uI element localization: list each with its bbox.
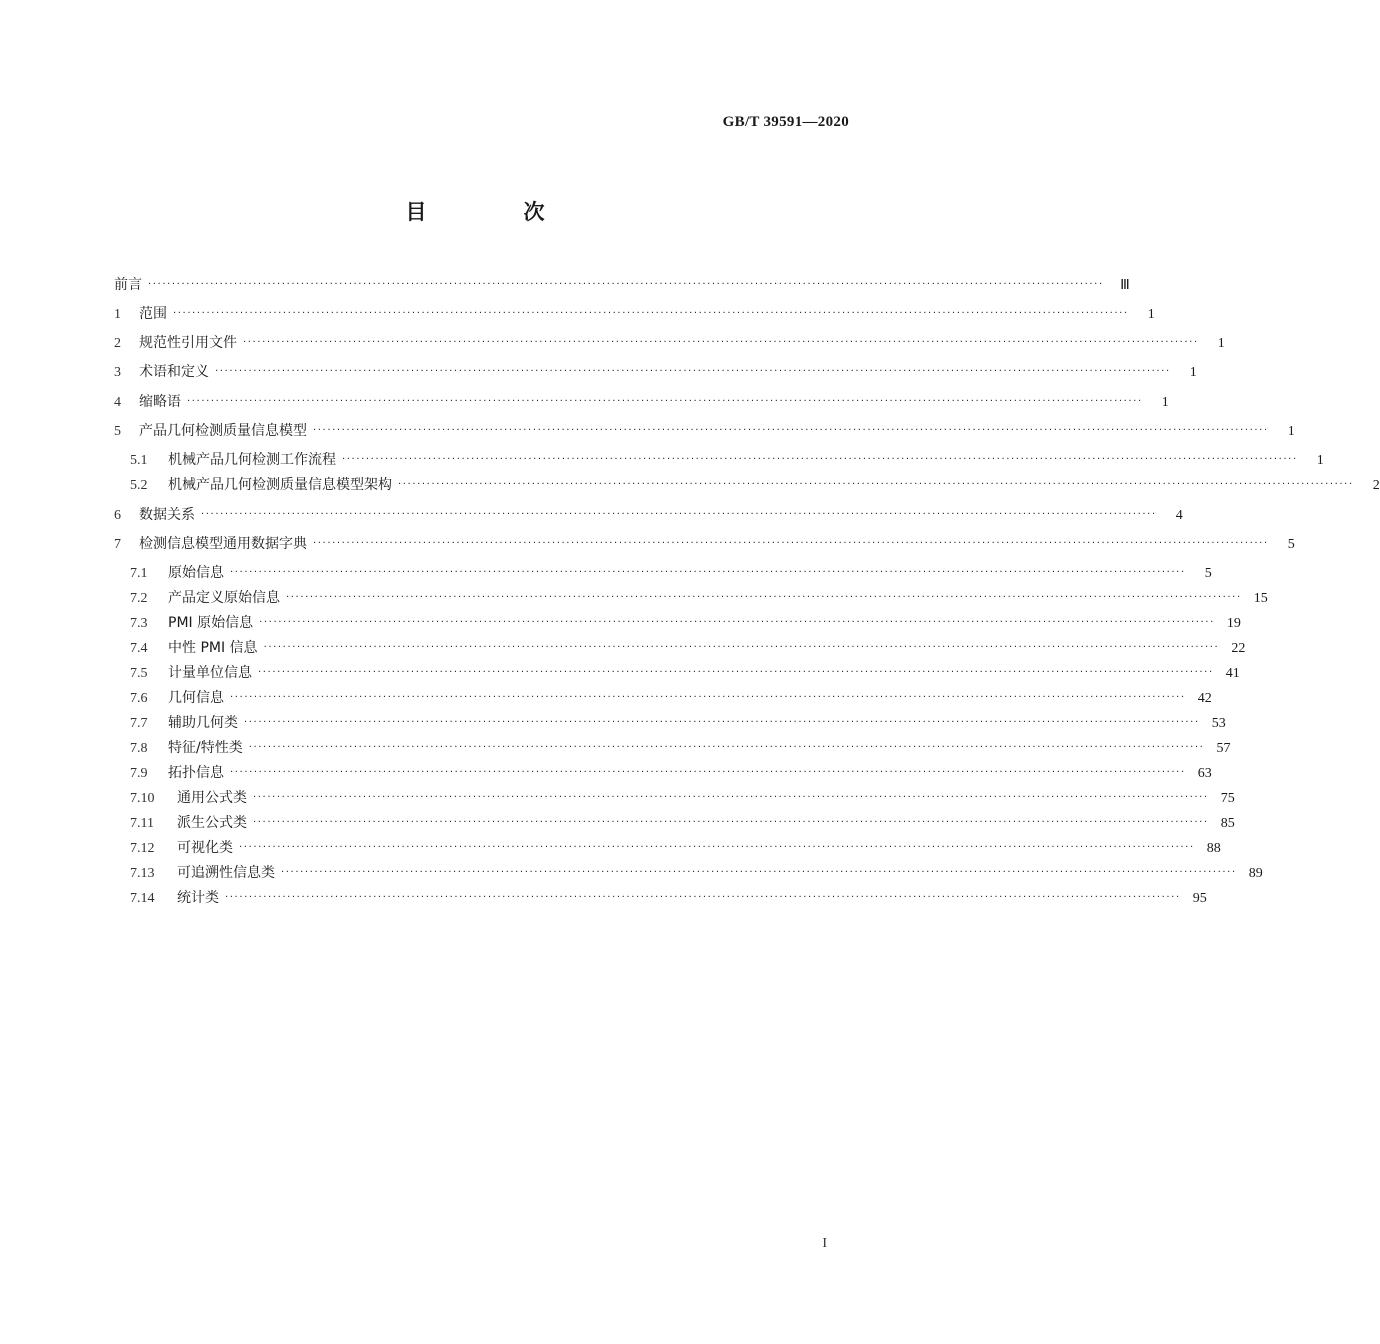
toc-entry-label: 原始信息 xyxy=(168,565,224,581)
toc-entry-number: 7.13 xyxy=(130,866,155,881)
toc-leader-dots: ········································································································································································································ xyxy=(230,567,1186,578)
toc-entry-7-7[interactable] xyxy=(114,710,1226,732)
toc-entry-label: 产品几何检测质量信息模型 xyxy=(139,423,307,439)
toc-entry-number: 3 xyxy=(114,365,121,380)
toc-entry-label: 派生公式类 xyxy=(177,815,247,831)
toc-entry-7-1[interactable] xyxy=(114,560,1212,582)
toc-leader-dots: ········································································································································································································ xyxy=(253,817,1209,828)
toc-entry-label: 可视化类 xyxy=(177,840,233,856)
toc-leader-dots: ········································································································································································································ xyxy=(239,842,1195,853)
toc-entry-number: 7.5 xyxy=(130,666,148,681)
toc-entry-page: 5 xyxy=(1204,566,1212,581)
toc-leader-dots: ········································································································································································································ xyxy=(243,337,1199,348)
toc-entry-7-2[interactable] xyxy=(114,585,1268,607)
toc-entry-label: 特征/特性类 xyxy=(168,740,243,756)
toc-entry-number: 7.8 xyxy=(130,741,148,756)
toc-entry-number: 7.10 xyxy=(130,791,155,806)
toc-entry-page: 15 xyxy=(1253,591,1268,606)
toc-entry-number: 2 xyxy=(114,336,121,351)
toc-entry-page: 75 xyxy=(1220,791,1235,806)
toc-entry-label: 中性 PMI 信息 xyxy=(168,640,258,656)
toc-leader-dots: ········································································································································································································ xyxy=(253,792,1209,803)
toc-entry-page: 1 xyxy=(1161,395,1169,410)
toc-entry-page: 41 xyxy=(1225,666,1240,681)
toc-leader-dots: ········································································································································································································ xyxy=(230,692,1186,703)
toc-entry-number: 7.12 xyxy=(130,841,155,856)
toc-entry-label: 数据关系 xyxy=(139,507,195,523)
toc-entry-5[interactable] xyxy=(114,418,1295,440)
toc-entry-7-11[interactable] xyxy=(114,810,1235,832)
toc-entry-page: 1 xyxy=(1147,307,1155,322)
footer-page-number: I xyxy=(822,1236,827,1251)
toc-entry-label: 机械产品几何检测工作流程 xyxy=(168,452,336,468)
toc-entry-page: 53 xyxy=(1211,716,1226,731)
toc-entry-7[interactable] xyxy=(114,531,1295,553)
toc-entry-foreword[interactable] xyxy=(114,272,1130,294)
toc-entry-number: 7.11 xyxy=(130,816,154,831)
toc-entry-7-13[interactable] xyxy=(114,860,1263,882)
toc-entry-7-4[interactable] xyxy=(114,635,1246,657)
toc-leader-dots: ········································································································································································································ xyxy=(263,642,1220,653)
toc-entry-label: 检测信息模型通用数据字典 xyxy=(139,536,307,552)
toc-leader-dots: ········································································································································································································ xyxy=(342,454,1298,465)
standard-code: GB/T 39591—2020 xyxy=(722,114,849,130)
toc-entry-7-14[interactable] xyxy=(114,885,1207,907)
toc-entry-number: 7.2 xyxy=(130,591,148,606)
toc-entry-7-10[interactable] xyxy=(114,785,1235,807)
toc-entry-number: 7.3 xyxy=(130,616,148,631)
toc-entry-page: 57 xyxy=(1216,741,1231,756)
toc-entry-number: 7.9 xyxy=(130,766,148,781)
toc-entry-4[interactable] xyxy=(114,389,1169,411)
toc-entry-label: 统计类 xyxy=(177,890,219,906)
toc-entry-3[interactable] xyxy=(114,359,1197,381)
toc-entry-page: 85 xyxy=(1220,816,1235,831)
toc-entry-number: 7.14 xyxy=(130,891,155,906)
toc-entry-page: 88 xyxy=(1206,841,1221,856)
toc-entry-7-9[interactable] xyxy=(114,760,1212,782)
toc-leader-dots: ········································································································································································································ xyxy=(187,396,1143,407)
toc-entry-label: 拓扑信息 xyxy=(168,765,224,781)
toc-leader-dots: ········································································································································································································ xyxy=(148,279,1104,290)
toc-entry-label: 范围 xyxy=(139,306,167,322)
toc-entry-page: 1 xyxy=(1217,336,1225,351)
toc-leader-dots: ········································································································································································································ xyxy=(173,308,1129,319)
toc-entry-label: 通用公式类 xyxy=(177,790,247,806)
toc-leader-dots: ········································································································································································································ xyxy=(286,592,1242,603)
toc-entry-number: 7.4 xyxy=(130,641,148,656)
toc-entry-page: 22 xyxy=(1231,641,1246,656)
toc-entry-1[interactable] xyxy=(114,301,1155,323)
toc-entry-7-6[interactable] xyxy=(114,685,1212,707)
toc-entry-7-12[interactable] xyxy=(114,835,1221,857)
toc-entry-page: 1 xyxy=(1287,424,1295,439)
toc-leader-dots: ········································································································································································································ xyxy=(225,892,1181,903)
toc-entry-label: 缩略语 xyxy=(139,394,181,410)
toc-entry-number: 7.7 xyxy=(130,716,148,731)
toc-leader-dots: ········································································································································································································ xyxy=(259,617,1215,628)
toc-entry-number: 5 xyxy=(114,424,121,439)
page-title: 目 次 xyxy=(405,200,583,224)
toc-entry-page: 19 xyxy=(1226,616,1241,631)
toc-entry-page: Ⅲ xyxy=(1120,278,1130,293)
toc-entry-5-2[interactable] xyxy=(114,472,1380,494)
toc-entry-number: 4 xyxy=(114,395,121,410)
toc-entry-label: 机械产品几何检测质量信息模型架构 xyxy=(168,477,392,493)
toc-entry-number: 7 xyxy=(114,537,121,552)
toc-leader-dots: ········································································································································································································ xyxy=(281,867,1237,878)
toc-entry-page: 63 xyxy=(1197,766,1212,781)
toc-leader-dots: ········································································································································································································ xyxy=(230,767,1186,778)
toc-entry-page: 2 xyxy=(1372,478,1380,493)
toc-entry-page: 4 xyxy=(1175,508,1183,523)
toc-leader-dots: ········································································································································································································ xyxy=(201,509,1157,520)
toc-entry-page: 89 xyxy=(1248,866,1263,881)
toc-entry-6[interactable] xyxy=(114,502,1183,524)
toc-entry-number: 7.6 xyxy=(130,691,148,706)
toc-entry-label: 前言 xyxy=(114,277,142,293)
toc-entry-label: 规范性引用文件 xyxy=(139,335,237,351)
toc-leader-dots: ········································································································································································································ xyxy=(398,479,1354,490)
toc-leader-dots: ········································································································································································································ xyxy=(313,538,1269,549)
toc-entry-label: 几何信息 xyxy=(168,690,224,706)
toc-entry-number: 5.2 xyxy=(130,478,148,493)
toc-entry-page: 42 xyxy=(1197,691,1212,706)
toc-leader-dots: ········································································································································································································ xyxy=(215,366,1171,377)
toc-leader-dots: ········································································································································································································ xyxy=(258,667,1214,678)
toc-entry-7-3[interactable] xyxy=(114,610,1241,632)
toc-entry-2[interactable] xyxy=(114,330,1225,352)
toc-entry-label: 可追溯性信息类 xyxy=(177,865,275,881)
toc-entry-page: 1 xyxy=(1189,365,1197,380)
toc-entry-number: 6 xyxy=(114,508,121,523)
toc-entry-label: 术语和定义 xyxy=(139,364,209,380)
toc-entry-number: 1 xyxy=(114,307,121,322)
toc-entry-page: 1 xyxy=(1316,453,1324,468)
toc-entry-5-1[interactable] xyxy=(114,447,1324,469)
toc-leader-dots: ········································································································································································································ xyxy=(248,742,1205,753)
toc-entry-number: 5.1 xyxy=(130,453,148,468)
toc-entry-label: 产品定义原始信息 xyxy=(168,590,280,606)
toc-leader-dots: ········································································································································································································ xyxy=(244,717,1200,728)
toc-entry-number: 7.1 xyxy=(130,566,148,581)
toc-entry-7-8[interactable] xyxy=(114,735,1231,757)
toc-leader-dots: ········································································································································································································ xyxy=(313,425,1269,436)
toc-entry-page: 95 xyxy=(1192,891,1207,906)
toc-entry-label: 计量单位信息 xyxy=(168,665,252,681)
toc-entry-7-5[interactable] xyxy=(114,660,1240,682)
toc-entry-page: 5 xyxy=(1287,537,1295,552)
toc-entry-label: 辅助几何类 xyxy=(168,715,238,731)
toc-entry-label: PMI 原始信息 xyxy=(168,615,254,631)
